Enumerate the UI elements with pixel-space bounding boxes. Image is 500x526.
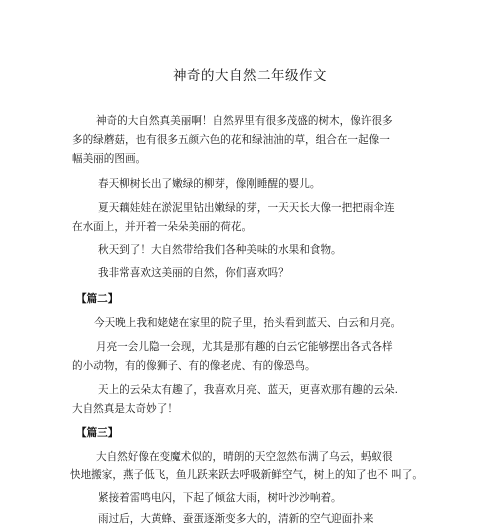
paragraph-line: 今天晚上我和姥姥在家里的院子里，抬头看到蓝天、白云和月亮。 xyxy=(94,317,402,329)
paragraph-line: 雨过后，大黄蜂、蚕蛋逐渐变多大的，清新的空气迎面扑来 xyxy=(98,513,374,525)
paragraph-line: 神奇的大自然真美丽啊！自然界里有很多茂盛的树木，像许很多 xyxy=(96,115,393,127)
paragraph-line: 我非常喜欢这美丽的自然，你们喜欢吗？ xyxy=(98,267,289,279)
paragraph-line: 秋天到了！大自然带给我们各种美味的水果和食物。 xyxy=(98,244,342,256)
paragraph-line: 月亮一会儿隐一会现，尤其是那有趣的白云它能够摆出各式各样 xyxy=(96,341,393,353)
document-title: 神奇的大自然二年级作文 xyxy=(173,68,327,84)
paragraph-line: 幅美丽的图画。 xyxy=(72,153,147,165)
paragraph-line: 天上的云朵太有趣了，我喜欢月亮、蓝天，更喜欢那有趣的云朵. xyxy=(98,384,398,396)
paragraph-line: 紧接着雷鸣电闪，下起了倾盆大雨，树叶沙沙响着。 xyxy=(98,492,342,504)
paragraph-line: 多的绿蘑菇，也有很多五颜六色的花和绿油油的草，组合在一起像一 xyxy=(72,134,390,146)
paragraph-line: 夏天藕娃娃在淤泥里钻出嫩绿的芽，一天天长大像一把把雨伞连 xyxy=(98,202,395,214)
paragraph-line: 的小动物，有的像狮子、有的像老虎、有的像恐鸟。 xyxy=(72,360,316,372)
paragraph-line: 快地搬家，燕子低飞，鱼儿跃来跃去呼吸新鲜空气，树上的知了也不 叫了。 xyxy=(70,469,423,481)
paragraph-line: 在水面上，并开着一朵朵美丽的荷花。 xyxy=(72,221,253,233)
paragraph-line: 大自然好像在变魔术似的，晴朗的天空忽然布满了乌云，蚂蚁很 xyxy=(96,451,393,463)
paragraph-line: 大自然真是太奇妙了！ xyxy=(72,403,178,415)
section-heading: 【篇二】 xyxy=(76,293,119,305)
section-heading: 【篇三】 xyxy=(76,427,119,439)
paragraph-line: 春天柳树长出了嫩绿的柳芽，像刚睡醒的婴儿。 xyxy=(98,178,321,190)
